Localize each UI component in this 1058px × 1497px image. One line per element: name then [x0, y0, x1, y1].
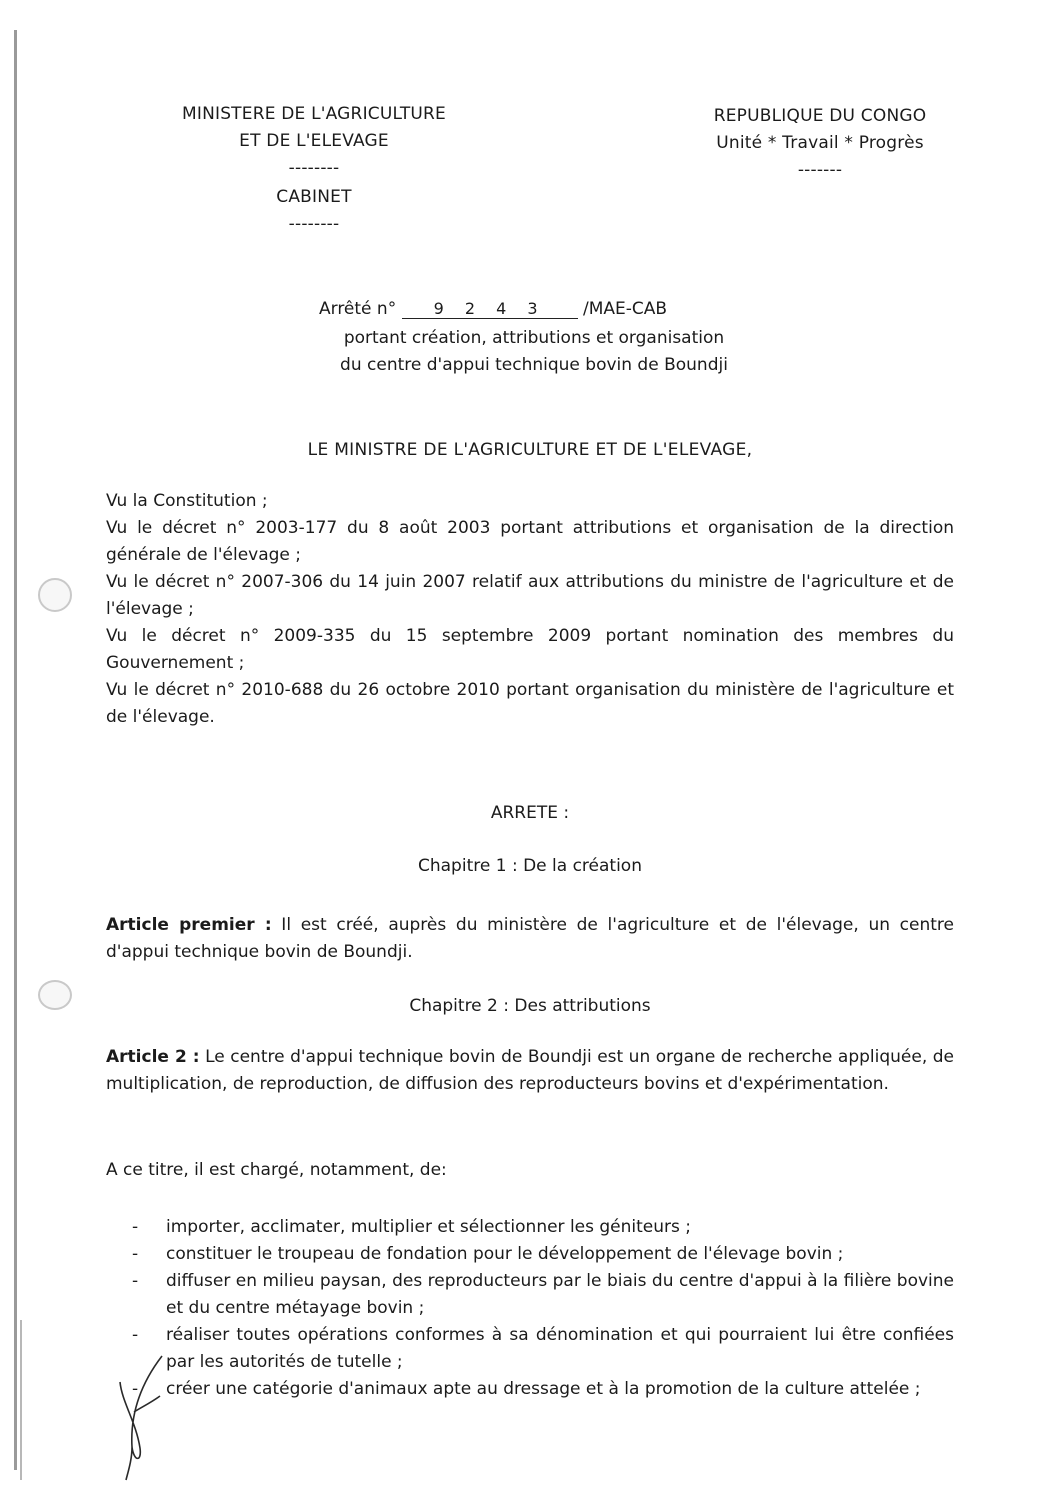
arrete-number: 9 2 4 3	[402, 299, 578, 319]
duty-item: - constituer le troupeau de fondation pour le développement de l'élevage bovin ;	[128, 1241, 954, 1268]
punch-hole-mark	[38, 980, 72, 1010]
scan-binding-edge	[14, 30, 17, 1470]
consideration-item: Vu le décret n° 2003-177 du 8 août 2003 portant attributions et organisation de la direction générale de l'élevage ;	[106, 518, 954, 565]
ministry-separator: --------	[288, 158, 340, 178]
chapter-1-heading: Chapitre 1 : De la création	[418, 856, 642, 876]
duty-item: - réaliser toutes opérations conformes à sa dénomination et qui pourraient lui être confiées par les autorités de tutelle ;	[128, 1322, 954, 1376]
consideration-item: Vu le décret n° 2010-688 du 26 octobre 2010 portant organisation du ministère de l'agriculture et de l'élevage.	[106, 680, 954, 727]
arrete-heading: ARRETE :	[490, 803, 570, 823]
article-2-label: Article 2 :	[106, 1047, 200, 1067]
cabinet-label: CABINET	[276, 187, 352, 207]
arrete-subject-line2: du centre d'appui technique bovin de Boundji	[340, 355, 728, 375]
national-motto: Unité * Travail * Progrès	[716, 133, 924, 153]
ministry-name-line1: MINISTERE DE L'AGRICULTURE	[181, 104, 447, 124]
arrete-suffix: /MAE-CAB	[583, 299, 668, 319]
consideration-item: Vu le décret n° 2009-335 du 15 septembre 2009 portant nomination des membres du Gouvernement ;	[106, 626, 954, 673]
chapter-2-heading: Chapitre 2 : Des attributions	[409, 996, 651, 1016]
duty-item: - diffuser en milieu paysan, des reproducteurs par le biais du centre d'appui à la filière bovine et du centre métayage bovin ;	[128, 1268, 954, 1322]
consideration-item: Vu le décret n° 2007-306 du 14 juin 2007 relatif aux attributions du ministre de l'agriculture et de l'élevage ;	[106, 572, 954, 619]
ministry-name-line2: ET DE L'ELEVAGE	[239, 131, 389, 151]
consideration-item: Vu la Constitution ;	[106, 491, 268, 511]
punch-hole-mark	[38, 578, 72, 612]
duties-intro: A ce titre, il est chargé, notamment, de:	[106, 1160, 447, 1180]
duty-item: - importer, acclimater, multiplier et sélectionner les géniteurs ;	[128, 1214, 954, 1241]
cabinet-separator: --------	[288, 214, 340, 234]
article-2	[106, 1044, 954, 1098]
article-1-text: Il est créé, auprès du ministère de l'agriculture et de l'élevage, un centre d'appui technique bovin de Boundji.	[106, 915, 954, 962]
article-2-text: Le centre d'appui technique bovin de Boundji est un organe de recherche appliquée, de multiplication, de reproduction, de diffusion des reproducteurs bovins et d'expérimentation.	[106, 1047, 954, 1094]
duties-list	[128, 1214, 954, 1403]
duty-item: - créer une catégorie d'animaux apte au dressage et à la promotion de la culture attelée ;	[128, 1376, 954, 1403]
article-1-label: Article premier :	[106, 915, 272, 935]
republic-name: REPUBLIQUE DU CONGO	[713, 106, 927, 126]
handwritten-initial-mark	[112, 1352, 182, 1482]
article-1	[106, 912, 954, 966]
minister-title: LE MINISTRE DE L'AGRICULTURE ET DE L'ELEVAGE,	[307, 440, 753, 460]
considerations-block	[106, 488, 954, 731]
republic-separator: -------	[797, 160, 843, 180]
scan-edge-artifact	[20, 1320, 22, 1480]
arrete-prefix: Arrêté n°	[319, 299, 397, 319]
arrete-subject-line1: portant création, attributions et organisation	[343, 328, 725, 348]
arrete-reference	[319, 299, 667, 319]
